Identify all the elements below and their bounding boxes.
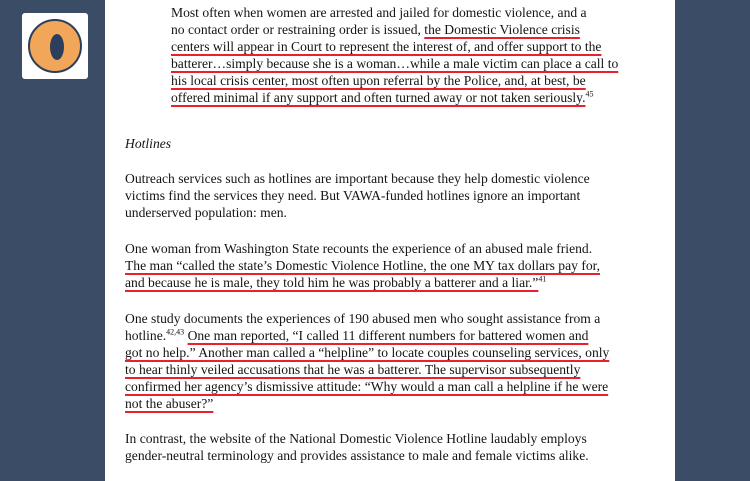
section-heading-hotlines: Hotlines (125, 136, 172, 151)
p4-line-2: gender-neutral terminology and provides assistance to male and female victims alike. (125, 448, 589, 463)
p3-line-2 (125, 327, 609, 344)
quote-line-4: batterer…simply because she is a woman…while a male victim can place a call to (171, 56, 619, 71)
paragraph-study (125, 310, 609, 412)
p3-line-3: got no help.” Another man called a “helpline” to locate couples counseling services, only (125, 345, 610, 360)
quote-line-6 (171, 89, 618, 106)
quote-line-3: centers will appear in Court to represent the interest of, and offer support to the (171, 39, 602, 54)
footnote-ref-45: 45 (585, 89, 594, 99)
p1-line-3: underserved population: men. (125, 205, 287, 220)
quote-line-1: Most often when women are arrested and jailed for domestic violence, and a (171, 5, 587, 20)
app-logo[interactable] (22, 13, 88, 79)
p3-line-6-underlined: not the abuser?” (125, 396, 214, 411)
p2-line-3-underlined: and because he is male, they told him he was probably a batterer and a liar.” (125, 275, 539, 290)
paragraph-washington (125, 240, 600, 291)
quote-line-2 (171, 21, 618, 38)
p3-line-1: One study documents the experiences of 190 abused men who sought assistance from a (125, 311, 601, 326)
p2-line-3 (125, 274, 600, 291)
p2-line-2: The man “called the state’s Domestic Violence Hotline, the one MY tax dollars pay for, (125, 258, 601, 273)
footnote-ref-41: 41 (538, 274, 547, 284)
logo-oval-icon (50, 34, 64, 60)
quote-line-6-underlined: offered minimal if any support and often turned away or not taken seriously. (171, 90, 586, 105)
p1-line-1: Outreach services such as hotlines are important because they help domestic violence (125, 171, 590, 186)
document-page (105, 0, 675, 481)
footnote-ref-42-43: 42,43 (166, 327, 185, 337)
quote-line-2-underlined: the Domestic Violence crisis (424, 22, 580, 37)
p3-line-5: confirmed her agency’s dismissive attitude: “Why would a man call a helpline if he were (125, 379, 609, 394)
logo-circle-icon (28, 19, 82, 73)
p3-line-2-underlined: One man reported, “I called 11 different numbers for battered women and (187, 328, 589, 343)
p3-line-6 (125, 395, 609, 412)
p4-line-1: In contrast, the website of the National Domestic Violence Hotline laudably employs (125, 431, 587, 446)
p2-line-1: One woman from Washington State recounts the experience of an abused male friend. (125, 241, 593, 256)
p1-line-2: victims find the services they need. But VAWA-funded hotlines ignore an important (125, 188, 581, 203)
quote-line-2-plain: no contact order or restraining order is issued, (171, 22, 425, 37)
p3-line-4: to hear thinly veiled accusations that he was a batterer. The supervisor subsequently (125, 362, 581, 377)
paragraph-contrast (125, 430, 589, 464)
p3-line-2-plain: hotline. (125, 328, 167, 343)
quote-line-5: his local crisis center, most often upon referral by the Police, and, at best, be (171, 73, 586, 88)
block-quote (171, 4, 618, 106)
paragraph-outreach (125, 170, 590, 221)
